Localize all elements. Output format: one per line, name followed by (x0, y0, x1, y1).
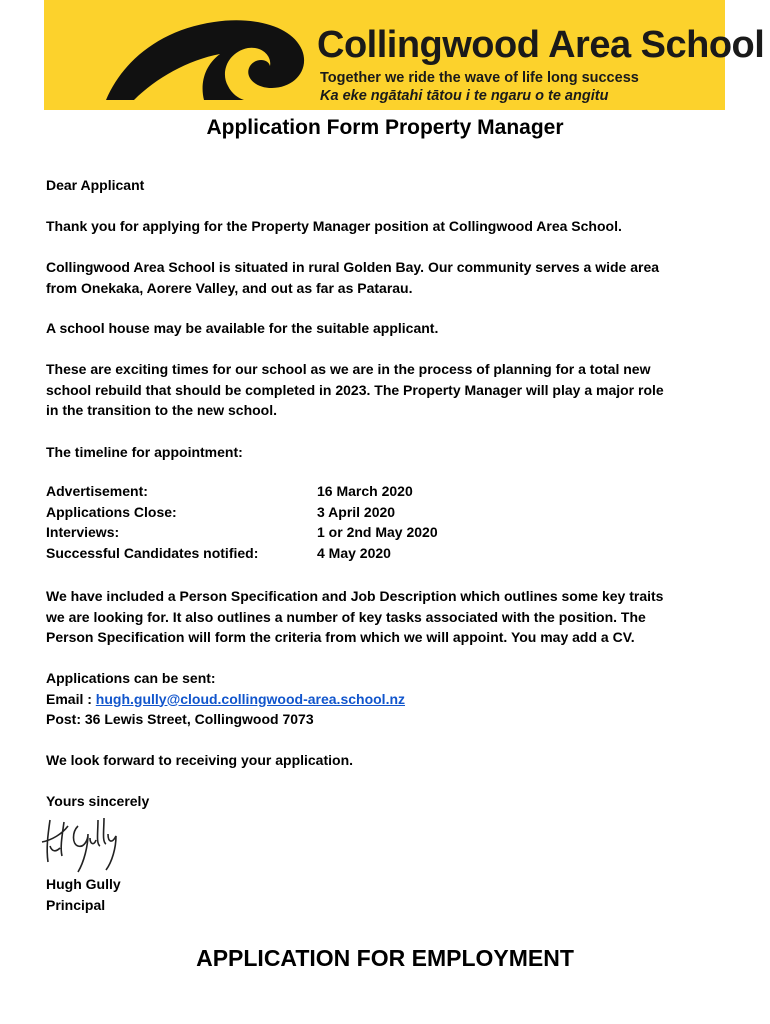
rebuild-line: in the transition to the new school. (46, 402, 278, 418)
timeline-value: 16 March 2020 (317, 483, 413, 499)
specification-line: we are looking for. It also outlines a number of key tasks associated with the position. The (46, 608, 646, 625)
house-paragraph: A school house may be available for the suitable applicant. (46, 320, 439, 336)
sign-off: Yours sincerely (46, 793, 150, 809)
signer-name: Hugh Gully (46, 876, 121, 892)
applications-intro: Applications can be sent: (46, 670, 216, 686)
signature-image (38, 812, 128, 876)
email-line (46, 689, 736, 710)
timeline-label: Successful Candidates notified: (46, 545, 259, 561)
signer-title: Principal (46, 896, 106, 913)
community-line: Collingwood Area School is situated in rural Golden Bay. Our community serves a wide area (46, 259, 660, 275)
timeline-value: 3 April 2020 (317, 504, 396, 520)
specification-line: Person Specification will form the criteria from which we will appoint. You may add a CV. (46, 629, 635, 645)
community-paragraph (46, 257, 736, 298)
community-line: from Onekaka, Aorere Valley, and out as far as Patarau. (46, 279, 413, 296)
thanks-paragraph: Thank you for applying for the Property Manager position at Collingwood Area School. (46, 218, 622, 234)
contact-block (46, 668, 736, 730)
rebuild-line: These are exciting times for our school as we are in the process of planning for a total new (46, 361, 651, 377)
email-label: Email : (46, 690, 96, 707)
timeline-label: Applications Close: (46, 504, 177, 520)
school-motto-maori: Ka eke ngātahi tātou i te ngaru o te angitu (320, 88, 609, 104)
header-banner (44, 0, 765, 110)
page-title: Application Form Property Manager (206, 116, 564, 139)
school-name: Collingwood Area School (317, 24, 765, 66)
salutation: Dear Applicant (46, 177, 145, 193)
timeline-value: 4 May 2020 (317, 545, 391, 561)
wave-logo-icon (104, 12, 309, 102)
email-link[interactable]: hugh.gully@cloud.collingwood-area.school.nz (95, 690, 406, 707)
specification-paragraph (46, 586, 736, 648)
postal-address: Post: 36 Lewis Street, Collingwood 7073 (46, 711, 314, 727)
section-title: APPLICATION FOR EMPLOYMENT (196, 945, 574, 971)
rebuild-line: school rebuild that should be completed in 2023. The Property Manager will play a major role (46, 381, 664, 398)
timeline-intro: The timeline for appointment: (46, 444, 243, 460)
closing-line: We look forward to receiving your application. (46, 752, 354, 768)
specification-line: We have included a Person Specification and Job Description which outlines some key traits (46, 588, 664, 604)
timeline-label: Interviews: (46, 524, 120, 540)
signature-block (46, 874, 736, 915)
timeline-label: Advertisement: (46, 483, 148, 499)
rebuild-paragraph (46, 359, 736, 421)
timeline-value: 1 or 2nd May 2020 (317, 524, 438, 540)
school-motto: Together we ride the wave of life long success (320, 70, 639, 86)
